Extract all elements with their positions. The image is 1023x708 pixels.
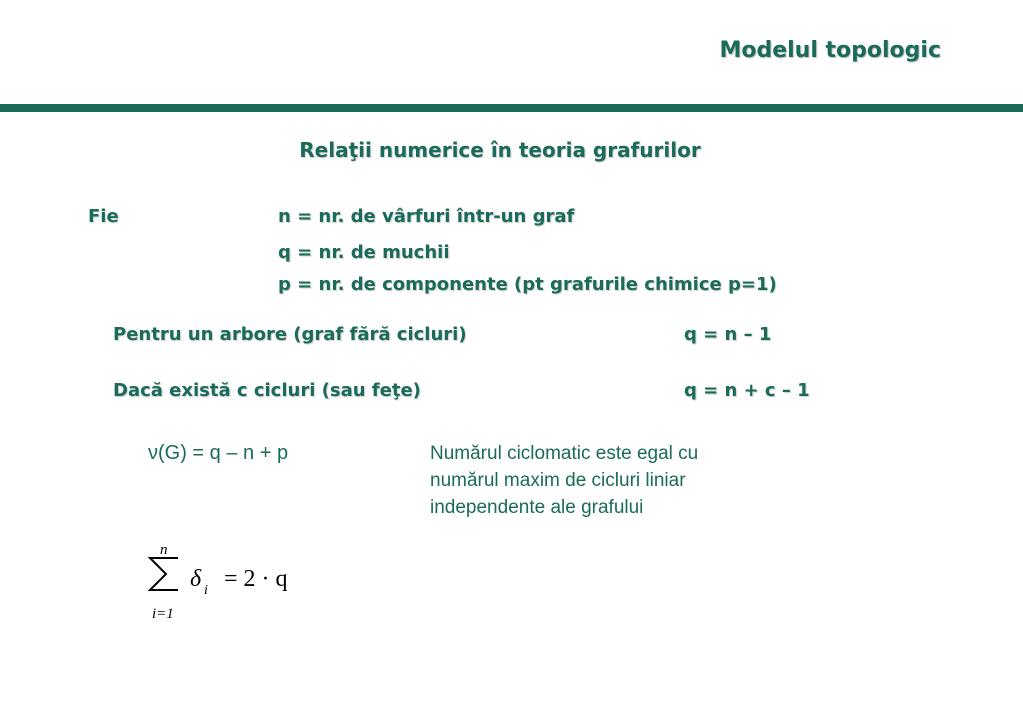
header-divider [0, 104, 1023, 112]
sum-upper-limit: n [160, 542, 168, 558]
sum-lower-limit: i=1 [152, 606, 174, 622]
slide-title: Modelul topologic [719, 38, 941, 63]
sum-rhs: = 2 · q [224, 566, 288, 592]
cyclomatic-description [430, 440, 698, 521]
description-line-1: Numărul ciclomatic este egal cu [430, 443, 699, 464]
sigma-symbol [150, 558, 178, 590]
cycles-formula: q = n + c – 1 [684, 380, 810, 401]
cyclomatic-formula: ν(G) = q – n + p [148, 442, 289, 464]
description-line-2: numărul maxim de cicluri liniar [430, 470, 686, 491]
tree-formula: q = n – 1 [684, 324, 772, 345]
sum-term: δ [190, 566, 202, 592]
definition-q: q = nr. de muchii [278, 242, 450, 263]
section-subtitle: Relaţii numerice în teoria grafurilor [299, 138, 701, 162]
definition-p: p = nr. de componente (pt grafurile chimice p=1) [278, 274, 777, 295]
sum-term-subscript: i [204, 583, 208, 598]
definition-n: n = nr. de vârfuri într-un graf [278, 206, 575, 227]
cycles-statement: Dacă există c cicluri (sau feţe) [113, 380, 421, 401]
tree-statement: Pentru un arbore (graf fără cicluri) [113, 324, 467, 345]
sum-formula [140, 538, 340, 628]
fie-label: Fie [88, 206, 119, 227]
description-line-3: independente ale grafului [430, 497, 644, 518]
